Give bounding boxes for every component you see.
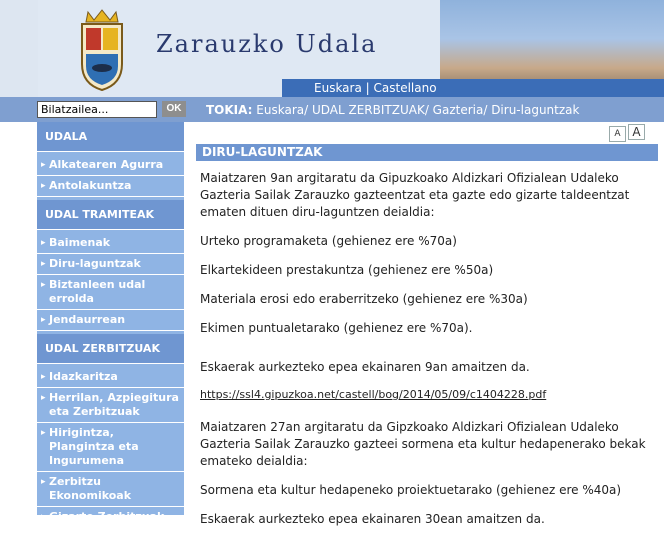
sidebar-item-jendaurrean[interactable]: ▸ Jendaurrean xyxy=(37,310,184,331)
sidebar-section-udal-zerbitzuak[interactable]: UDAL ZERBITZUAK xyxy=(37,334,184,364)
header xyxy=(0,0,664,97)
sidebar-item-udaltzaingoa[interactable]: ▸ Udaltzaingoa xyxy=(37,528,184,549)
paragraph-item-4: Ekimen puntualetarako (gehienez ere %70a). xyxy=(200,321,473,335)
paragraph-intro-2: Maiatzaren 27an argitaratu da Gipzkoako Aldizkari Ofizialean Udaleko Gazteria Sailak Zarauzko gazteei sormena eta kultur hedapenerako bekak emateko deialdia: xyxy=(200,420,646,468)
sidebar xyxy=(37,122,184,544)
text-size-tools xyxy=(607,124,645,142)
search-input[interactable] xyxy=(37,101,157,118)
lang-euskara-link[interactable]: Euskara xyxy=(314,81,362,95)
sidebar-item-alkatearen-agurra[interactable]: ▸ Alkatearen Agurra xyxy=(37,155,184,176)
paragraph-intro-1: Maiatzaren 9an argitaratu da Gipuzkoako Aldizkari Ofizialean Udaleko Gazteria Sailak Zarauzko gazteentzat eta gazte edo gizarte taldeentzat ematen dituen diru-laguntzen deialdia: xyxy=(200,171,630,219)
breadcrumb-label: TOKIA: xyxy=(206,103,253,117)
sidebar-item-hirigintza[interactable]: ▸ Hirigintza, Plangintza eta Ingurumena xyxy=(37,423,184,472)
lang-castellano-link[interactable]: Castellano xyxy=(373,81,437,95)
sidebar-item-idazkaritza[interactable]: ▸ Idazkaritza xyxy=(37,367,184,388)
sidebar-section-udal-tramiteak[interactable]: UDAL TRAMITEAK xyxy=(37,200,184,230)
sidebar-item-herrilan[interactable]: ▸ Herrilan, Azpiegitura eta Zerbitzuak xyxy=(37,388,184,423)
sidebar-item-gizarte-zerbitzuak[interactable]: ▸ Gizarte Zerbitzuak xyxy=(37,507,184,528)
breadcrumb-path[interactable]: Euskara/ UDAL ZERBITZUAK/ Gazteria/ Diru-laguntzak xyxy=(256,103,580,117)
sidebar-item-diru-laguntzak[interactable]: ▸ Diru-laguntzak xyxy=(37,254,184,275)
decrease-text-size-icon[interactable]: A xyxy=(609,126,626,142)
sidebar-item-biztanleen-udal-errolda[interactable]: ▸ Biztanleen udal errolda xyxy=(37,275,184,310)
paragraph-item-5: Sormena eta kultur hedapeneko proiektuetarako (gehienez ere %40a) xyxy=(200,483,622,497)
main-content xyxy=(200,170,656,540)
paragraph-deadline-1: Eskaerak aurkezteko epea ekainaren 9an amaitzen da. xyxy=(200,360,530,374)
coat-of-arms-logo[interactable] xyxy=(74,6,130,92)
sidebar-item-baimenak[interactable]: ▸ Baimenak xyxy=(37,233,184,254)
paragraph-item-3: Materiala erosi edo eraberritzeko (gehienez ere %30a) xyxy=(200,292,528,306)
breadcrumb xyxy=(206,103,579,117)
sidebar-section-udala[interactable]: UDALA xyxy=(37,122,184,152)
sidebar-item-antolakuntza[interactable]: ▸ Antolakuntza xyxy=(37,176,184,197)
site-title: Zarauzko Udala xyxy=(156,30,378,58)
page-title: DIRU-LAGUNTZAK xyxy=(196,144,658,161)
search-ok-button[interactable]: OK xyxy=(162,101,186,117)
sidebar-item-zerbitzu-ekonomikoak[interactable]: ▸ Zerbitzu Ekonomikoak xyxy=(37,472,184,507)
language-bar: Euskara | Castellano xyxy=(282,79,664,97)
header-stripe xyxy=(0,0,38,97)
paragraph-item-2: Elkartekideen prestakuntza (gehienez ere %50a) xyxy=(200,263,494,277)
bog-pdf-link[interactable]: https://ssl4.gipuzkoa.net/castell/bog/2014/05/09/c1404228.pdf xyxy=(200,388,547,401)
paragraph-deadline-2: Eskaerak aurkezteko epea ekainaren 30ean amaitzen da. xyxy=(200,512,545,526)
paragraph-item-1: Urteko programaketa (gehienez ere %70a) xyxy=(200,234,457,248)
increase-text-size-icon[interactable]: A xyxy=(628,124,645,140)
